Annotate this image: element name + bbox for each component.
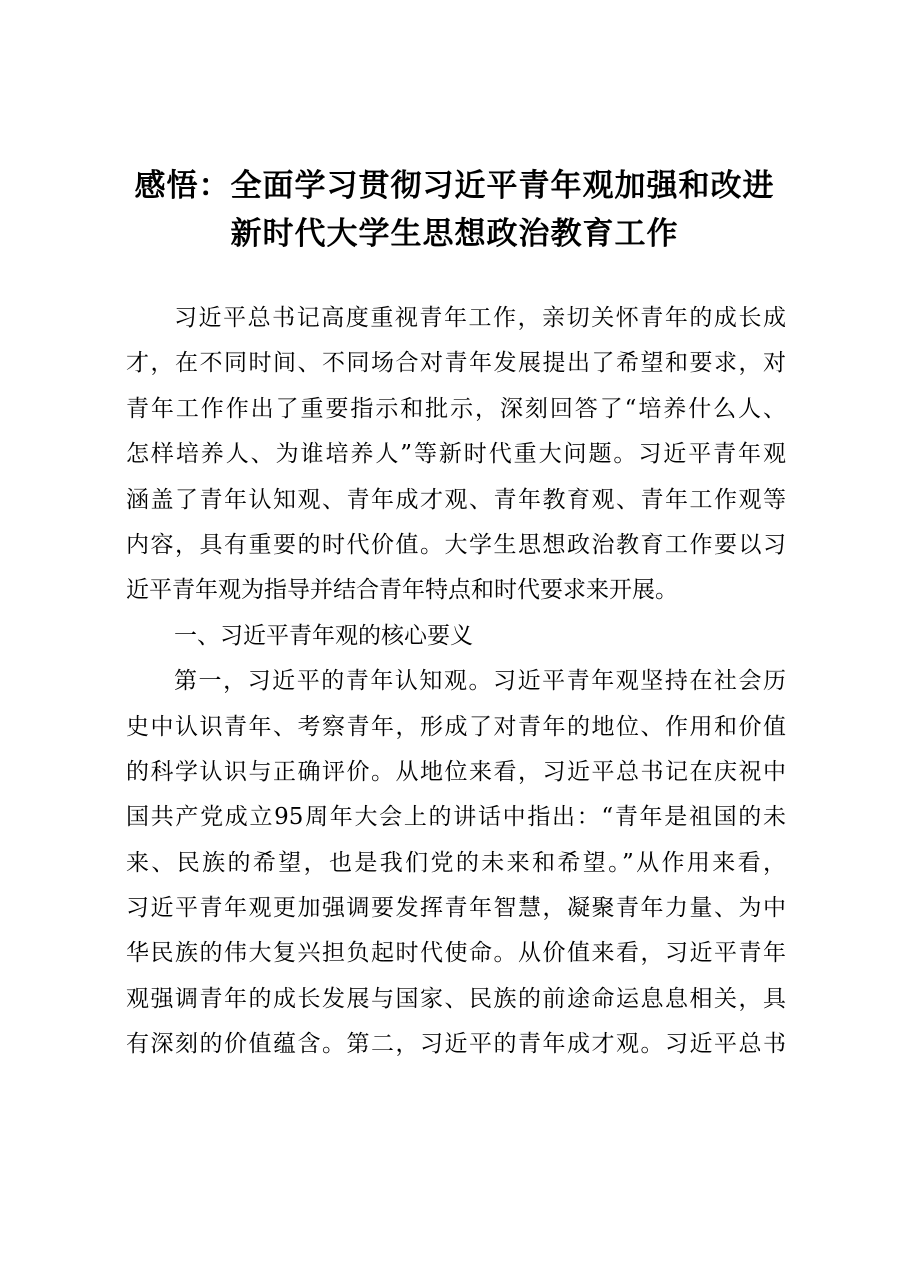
body-line: 的科学认识与正确评价。从地位来看，习近平总书记在庆祝中 xyxy=(126,758,786,785)
body-line: 史中认识青年、考察青年，形成了对青年的地位、作用和价值 xyxy=(126,713,786,740)
body-line: 来、民族的希望，也是我们党的未来和希望。”从作用来看， xyxy=(126,849,786,876)
body-line: 青年工作作出了重要指示和批示，深刻回答了“培养什么人、 xyxy=(126,395,786,422)
body-line: 才，在不同时间、不同场合对青年发展提出了希望和要求，对 xyxy=(126,350,786,377)
section-heading: 一、习近平青年观的核心要义 xyxy=(174,622,473,649)
body-line: 怎样培养人、为谁培养人”等新时代重大问题。习近平青年观 xyxy=(126,441,786,468)
body-line: 观强调青年的成长发展与国家、民族的前途命运息息相关，具 xyxy=(126,985,786,1012)
body-line: 有深刻的价值蕴含。第二，习近平的青年成才观。习近平总书 xyxy=(126,1031,786,1058)
body-line: 第一，习近平的青年认知观。习近平青年观坚持在社会历 xyxy=(174,668,786,695)
body-line: 涵盖了青年认知观、青年成才观、青年教育观、青年工作观等 xyxy=(126,486,786,513)
document-title-line-2: 新时代大学生思想政治教育工作 xyxy=(230,216,679,252)
body-line: 国共产党成立95周年大会上的讲话中指出：“青年是祖国的未 xyxy=(126,804,786,831)
body-line: 近平青年观为指导并结合青年特点和时代要求来开展。 xyxy=(126,577,678,604)
body-line: 华民族的伟大复兴担负起时代使命。从价值来看，习近平青年 xyxy=(126,940,786,967)
document-title-line-1: 感悟：全面学习贯彻习近平青年观加强和改进 xyxy=(134,168,775,204)
body-line: 习近平总书记高度重视青年工作，亲切关怀青年的成长成 xyxy=(174,305,786,331)
body-line: 内容，具有重要的时代价值。大学生思想政治教育工作要以习 xyxy=(126,531,786,558)
document-body xyxy=(126,296,786,1068)
body-line: 习近平青年观更加强调要发挥青年智慧，凝聚青年力量、为中 xyxy=(126,895,786,922)
